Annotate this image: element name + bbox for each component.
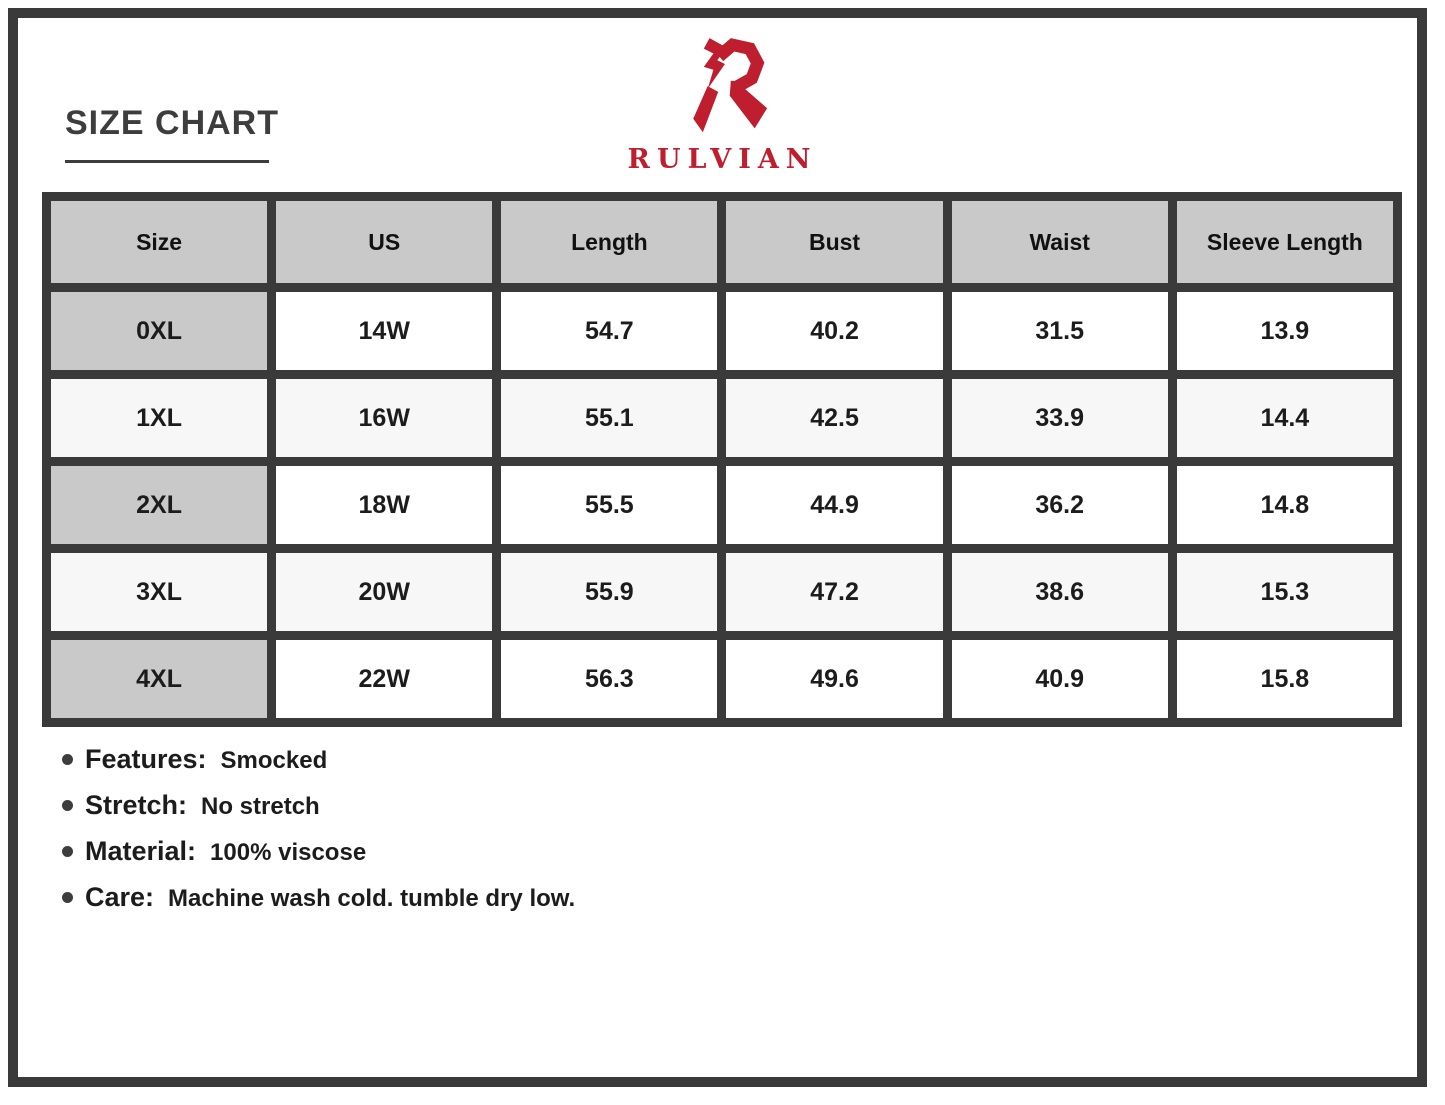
brand-name: RULVIAN xyxy=(627,144,818,175)
size-cell: 3XL xyxy=(51,553,267,631)
detail-item-features xyxy=(62,744,575,775)
bust-cell: 40.2 xyxy=(726,292,942,370)
length-cell: 55.5 xyxy=(501,466,717,544)
detail-value: Machine wash cold. tumble dry low. xyxy=(168,885,576,912)
column-header-sleeve-length: Sleeve Length xyxy=(1177,201,1393,283)
bust-cell: 42.5 xyxy=(726,379,942,457)
column-header-length: Length xyxy=(501,201,717,283)
us-cell: 20W xyxy=(276,553,492,631)
page-title: SIZE CHART xyxy=(65,104,279,142)
bust-cell: 47.2 xyxy=(726,553,942,631)
length-cell: 55.1 xyxy=(501,379,717,457)
table-row-3xl xyxy=(51,553,1393,631)
detail-item-material xyxy=(62,836,575,867)
title-underline xyxy=(65,160,269,163)
size-cell: 0XL xyxy=(51,292,267,370)
table-row-0xl xyxy=(51,292,1393,370)
length-cell: 56.3 xyxy=(501,640,717,718)
detail-value: Smocked xyxy=(220,747,328,774)
header-row xyxy=(51,201,1393,283)
size-chart-table xyxy=(42,192,1402,727)
detail-label: Stretch: xyxy=(85,790,188,820)
waist-cell: 40.9 xyxy=(952,640,1168,718)
title-block xyxy=(65,104,279,163)
bust-cell: 49.6 xyxy=(726,640,942,718)
length-cell: 54.7 xyxy=(501,292,717,370)
us-cell: 22W xyxy=(276,640,492,718)
us-cell: 14W xyxy=(276,292,492,370)
product-details-list xyxy=(62,744,575,928)
column-header-waist: Waist xyxy=(952,201,1168,283)
sleeve-cell: 14.4 xyxy=(1177,379,1393,457)
detail-label: Material: xyxy=(85,836,197,866)
bullet-icon xyxy=(62,846,73,857)
column-header-size: Size xyxy=(51,201,267,283)
sleeve-cell: 13.9 xyxy=(1177,292,1393,370)
us-cell: 16W xyxy=(276,379,492,457)
table-row-2xl xyxy=(51,466,1393,544)
detail-label: Care: xyxy=(85,882,155,912)
sleeve-cell: 14.8 xyxy=(1177,466,1393,544)
sleeve-cell: 15.3 xyxy=(1177,553,1393,631)
waist-cell: 36.2 xyxy=(952,466,1168,544)
detail-label: Features: xyxy=(85,744,207,774)
waist-cell: 33.9 xyxy=(952,379,1168,457)
detail-value: No stretch xyxy=(201,793,320,820)
bullet-icon xyxy=(62,754,73,765)
table-row-1xl xyxy=(51,379,1393,457)
size-cell: 4XL xyxy=(51,640,267,718)
size-cell: 1XL xyxy=(51,379,267,457)
detail-item-care xyxy=(62,882,575,913)
column-header-bust: Bust xyxy=(726,201,942,283)
bullet-icon xyxy=(62,800,73,811)
waist-cell: 31.5 xyxy=(952,292,1168,370)
rulvian-r-logo-icon xyxy=(675,36,771,142)
detail-item-stretch xyxy=(62,790,575,821)
us-cell: 18W xyxy=(276,466,492,544)
table-row-4xl xyxy=(51,640,1393,718)
waist-cell: 38.6 xyxy=(952,553,1168,631)
size-cell: 2XL xyxy=(51,466,267,544)
detail-value: 100% viscose xyxy=(210,839,367,866)
column-header-us: US xyxy=(276,201,492,283)
length-cell: 55.9 xyxy=(501,553,717,631)
bust-cell: 44.9 xyxy=(726,466,942,544)
bullet-icon xyxy=(62,892,73,903)
sleeve-cell: 15.8 xyxy=(1177,640,1393,718)
